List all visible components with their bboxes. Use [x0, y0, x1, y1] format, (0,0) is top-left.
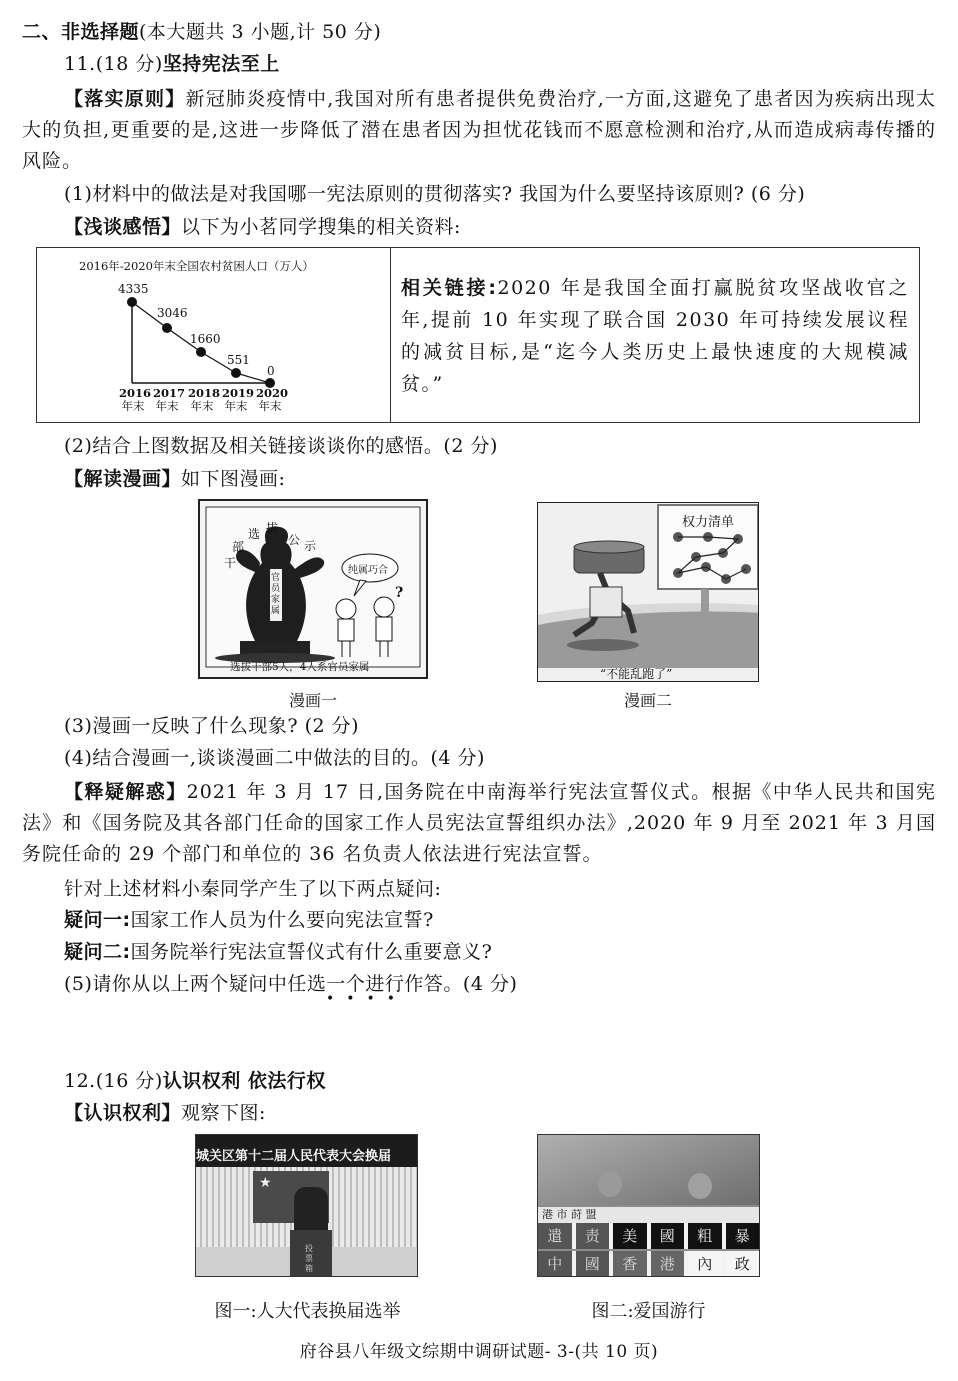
comic-one-label: 干 [224, 556, 237, 570]
q11-comic-tag: 【解读漫画】 [64, 468, 182, 490]
banner-row-2 [538, 1251, 759, 1277]
section-header [22, 20, 381, 44]
flags-area [538, 1135, 759, 1205]
flag-icon: ★ [253, 1171, 329, 1223]
comic-two-image [537, 502, 759, 682]
doubt-two-text: 国务院举行宪法宣誓仪式有什么重要意义? [130, 941, 493, 963]
q11-doubt-tag: 【释疑解惑】 [64, 781, 187, 803]
q11-question-2: (2)结合上图数据及相关链接谈谈你的感悟。(2 分) [64, 435, 498, 457]
comic-one-label: 公 [288, 533, 301, 547]
photo-one-election [195, 1134, 418, 1277]
q12-topic: 认识权利 依法行权 [162, 1070, 326, 1092]
ballot-box [290, 1230, 332, 1277]
chart-value-label: 0 [267, 364, 275, 378]
page-footer: 府谷县八年级文综期中调研试题- 3-(共 10 页) [299, 1342, 659, 1362]
banner-char: 美 [613, 1223, 647, 1249]
related-link-label: 相关链接: [401, 277, 498, 299]
material-box [36, 247, 920, 423]
banner-char: 暴 [726, 1223, 760, 1249]
q11-intro: 针对上述材料小秦同学产生了以下两点疑问: [64, 878, 442, 900]
comic-two-board-title: 权力清单 [682, 515, 735, 530]
doubt-two-label: 疑问二: [64, 941, 131, 963]
comic-one-label: 选 [248, 527, 261, 541]
emphasis-dots: •••• [326, 991, 408, 1007]
chart-x-tick: 2018 年末 [188, 386, 221, 413]
ballot-box-label: 投票箱 [305, 1244, 313, 1273]
q11-reflection-line [64, 215, 461, 239]
banner-char: 责 [576, 1223, 610, 1249]
chart-value-label: 1660 [190, 332, 221, 346]
banner-char: 遣 [538, 1223, 572, 1249]
banner-row-1 [538, 1223, 759, 1249]
q11-comic-line [64, 467, 285, 491]
banner-char: 國 [576, 1251, 610, 1277]
section-title: 二、非选择题 [22, 21, 140, 43]
comic-one-label: 拔 [266, 521, 279, 535]
chart-x-tick: 2017 年末 [153, 386, 186, 413]
q11-doubt-paragraph [22, 777, 936, 870]
marcher-heads [688, 1173, 712, 1199]
chart-value-label: 4335 [118, 282, 149, 296]
q12-rights-text: 观察下图: [181, 1102, 266, 1124]
q11-comic-text: 如下图漫画: [181, 468, 286, 490]
comic-one-label: 部 [232, 540, 245, 554]
chart-x-tick: 2019 年末 [222, 386, 255, 413]
banner-char: 政 [726, 1251, 760, 1277]
q12-rights-line [64, 1101, 266, 1125]
comic-one-question-mark: ? [395, 585, 404, 601]
q12-rights-tag: 【认识权利】 [64, 1102, 182, 1124]
poverty-chart [37, 248, 391, 422]
q11-doubt-text: 2021 年 3 月 17 日,国务院在中南海举行宪法宣誓仪式。根据《中华人民共和国宪法》和《国务院及其各部门任命的国家工作人员宪法宣誓组织办法》,2020 年 9 月至 2021 年 3 月国务院任命的 29 个部门和单位的 36 名负责人依法进行宪法宣誓。 [22, 781, 936, 865]
q12-number: 12.(16 分) [64, 1070, 163, 1092]
q11-doubt-one [64, 908, 434, 932]
q11-reflection-tag: 【浅谈感悟】 [64, 216, 182, 238]
marcher-heads [598, 1171, 622, 1197]
chart-value-label: 551 [227, 353, 250, 367]
doubt-one-label: 疑问一: [64, 909, 131, 931]
comic-two-caption: 漫画二 [623, 691, 672, 710]
q11-topic: 坚持宪法至上 [162, 53, 280, 75]
banner-char: 粗 [688, 1223, 722, 1249]
q11-doubt-two [64, 940, 492, 964]
comic-one-caption: 漫画一 [288, 691, 337, 710]
comic-two-bottom-text: “不能乱跑了” [600, 667, 673, 681]
doubt-one-text: 国家工作人员为什么要向宪法宣誓? [130, 909, 434, 931]
chart-title: 2016年-2020年末全国农村贫困人口（万人） [79, 259, 314, 273]
banner-char: 中 [538, 1251, 572, 1277]
q12-header [64, 1069, 326, 1093]
q11-number: 11.(18 分) [64, 53, 163, 75]
comic-one-vase-text: 官员家属 [271, 573, 281, 616]
banner-char: 香 [613, 1251, 647, 1277]
banner-char: 港 [651, 1251, 685, 1277]
related-link [391, 248, 919, 422]
photo-two-caption: 图二:爱国游行 [591, 1301, 706, 1322]
q11-reflection-text: 以下为小茗同学搜集的相关资料: [181, 216, 461, 238]
comic-one-bottom-text: 选拔干部5人，4人系官员家属 [230, 661, 370, 673]
chart-x-tick: 2016 年末 [119, 386, 152, 413]
comic-one-image [198, 499, 428, 679]
vase-illustration [200, 501, 428, 679]
q11-question-3: (3)漫画一反映了什么现象? (2 分) [64, 715, 360, 737]
banner-char: 內 [688, 1251, 722, 1277]
photo-one-tibetan-strip [196, 1135, 417, 1147]
photo-two-parade [537, 1134, 760, 1277]
q11-question-4: (4)结合漫画一,谈谈漫画二中做法的目的。(4 分) [64, 747, 485, 769]
q11-question-1: (1)材料中的做法是对我国哪一宪法原则的贯彻落实? 我国为什么要坚持该原则? (6 分) [64, 183, 806, 205]
q11-header [64, 52, 280, 76]
banner-char: 國 [651, 1223, 685, 1249]
q11-principle-tag: 【落实原则】 [64, 88, 186, 110]
photo-one-banner: 城关区第十二届人民代表大会换届 [196, 1147, 417, 1167]
q11-principle-text: 新冠肺炎疫情中,我国对所有患者提供免费治疗,一方面,这避免了患者因为疾病出现太大的负担,更重要的是,这进一步降低了潜在患者因为担忧花钱而不愿意检测和治疗,从而造成病毒传播的风险。 [22, 88, 936, 172]
section-note: (本大题共 3 小题,计 50 分) [139, 21, 382, 43]
photo-one-caption: 图一:人大代表换届选举 [214, 1301, 401, 1322]
related-link-text: 2020 年是我国全面打赢脱贫攻坚战收官之年,提前 10 年实现了联合国 2030 年可持续发展议程的减贫目标,是“迄今人类历史上最快速度的大规模减贫。” [401, 277, 909, 395]
chart-value-label: 3046 [157, 306, 188, 320]
q11-principle-paragraph [22, 84, 936, 177]
q11-question-5: (5)请你从以上两个疑问中任选一个进行作答。(4 分) [64, 973, 518, 995]
comic-one-label: 示 [304, 539, 317, 553]
chart-x-tick: 2020 年末 [256, 386, 289, 413]
comic-one-bubble-text: 纯属巧合 [348, 565, 388, 576]
banner-top: 港 市 莳 盟 [538, 1207, 760, 1223]
